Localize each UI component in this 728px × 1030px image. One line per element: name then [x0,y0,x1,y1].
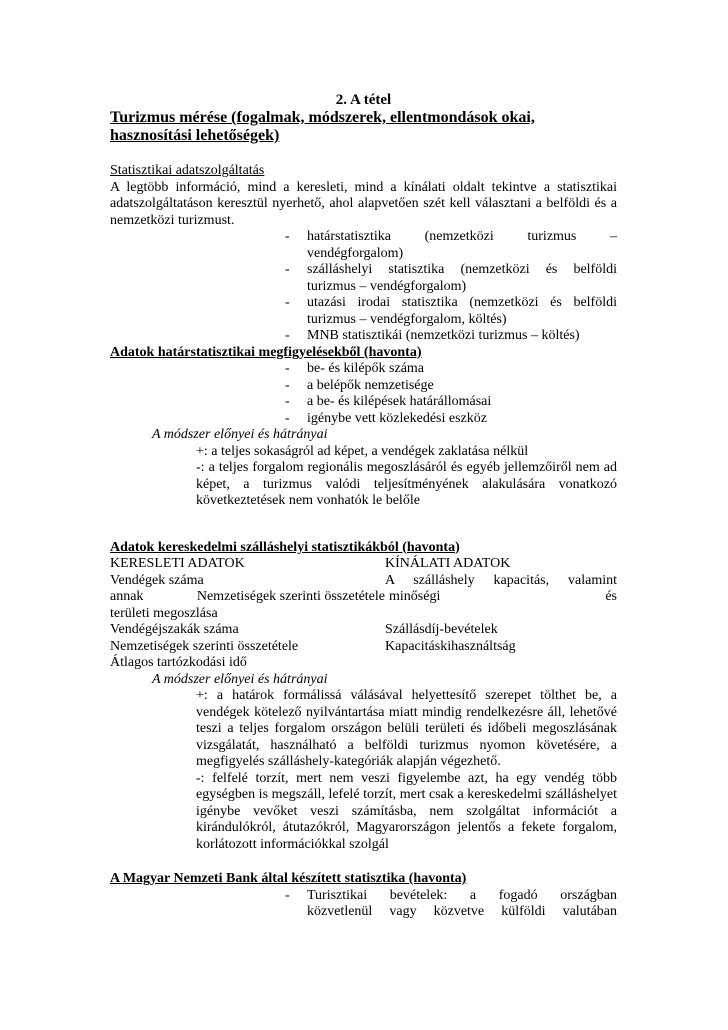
demand-item: Nemzetiségek szerinti összetétele [110,638,299,654]
disadvantage-text: -: a teljes forgalom regionális megoszlásáról és egyéb jellemzőiről nem ad képet, a turizmus valódi teljesítményének alakulására vonatkozó következtetések nem vonhatók le belőle [196,460,617,508]
border-data-list [110,361,617,427]
intro-paragraph: A legtöbb információ, mind a keresleti, mind a kínálati oldalt tekintve a statisztikai adatszolgáltatáson keresztül nyerhető, ahol alapvetően szét kell választani a belföldi és a nemzetközi turizmust. [110,179,617,228]
section-title-accommodation-statistics: Adatok kereskedelmi szálláshelyi statisztikákból (havonta) [110,539,460,555]
disadvantage-text: -: felfelé torzít, mert nem veszi figyelembe azt, ha egy vendég több egységben is megszáll, lefelé torzít, mert csak a kereskedelmi szálláshelyet igénybe vevőket veszi számításba, nem szolgáltat információt a kirándulókról, átutazókról, Magyarországon jelentős a fekete forgalom, korlátozott információkkal szolgál [196,770,617,852]
mnb-data-list [110,888,617,921]
supply-item: minőségi és [389,589,617,604]
demand-row-wrap [110,589,385,606]
list-item: - utazási irodai statisztika (nemzetközi és belföldi turizmus – vendégforgalom, költés) [285,295,617,327]
demand-item: annak [110,589,144,604]
demand-item: Nemzetiségek szerinti összetétele [196,589,385,604]
supply-item: A szálláshely kapacitás, valamint [385,572,617,588]
topic-number: 2. A tétel [335,92,392,108]
demand-item: Átlagos tartózkodási idő [110,655,247,670]
pros-cons-title: A módszer előnyei és hátrányai [152,671,328,687]
document-title-line-1: Turizmus mérése (fogalmak, módszerek, ellentmondások okai, [110,109,535,126]
advantage-text: +: a határok formálissá válásával helyettesítő szerepet tölthet be, a vendégek kötelező nyilvántartása miatt mindig rendelkezésre áll, lehetővé teszi a teljes forgalom országon belüli területi és időbeli megoszlásának vizsgálatát, használható a belföldi turizmus nyomon követésére, a megfigyelés szálláshely-kategóriák alapján végezhető. [196,688,617,769]
section-subtitle-statistics: Statisztikai adatszolgáltatás [110,163,265,178]
list-item: - be- és kilépők száma [285,361,425,376]
demand-supply-table [110,556,617,672]
list-item: - a belépők nemzetisége [285,377,434,393]
statistics-types-list [110,229,617,345]
pros-cons-title: A módszer előnyei és hátrányai [152,427,328,442]
supply-item: Szállásdíj-bevételek [385,622,498,637]
document-page [110,92,617,921]
supply-item-wrap [385,589,617,606]
demand-item: Vendégéjszakák száma [110,622,239,637]
advantage-text: +: a teljes sokaságról ad képet, a vendégek zaklatása nélkül [196,443,529,459]
list-item: - MNB statisztikái (nemzetközi turizmus – költés) [285,328,580,343]
supply-item-continuation: területi megoszlása [110,605,218,621]
list-item: - Turisztikai bevételek: a fogadó országban közvetlenül vagy közvetve külföldi valutában [285,887,617,919]
demand-header: KERESLETI ADATOK [110,556,245,571]
supply-header: KÍNÁLATI ADATOK [385,556,511,571]
list-item: - szálláshelyi statisztika (nemzetközi és belföldi turizmus – vendégforgalom) [285,262,617,294]
supply-item: Kapacitáskihasználtság [385,638,516,654]
section-title-mnb-statistics: A Magyar Nemzeti Bank által készített statisztika (havonta) [110,871,467,886]
list-item: - a be- és kilépések határállomásai [285,394,492,409]
list-item: - igénybe vett közlekedési eszköz [285,410,487,426]
document-title-line-2: hasznosítási lehetőségek) [110,127,280,144]
list-item: - határstatisztika (nemzetközi turizmus – vendégforgalom) [285,229,617,261]
demand-item: Vendégek száma [110,572,204,588]
section-title-border-statistics: Adatok határstatisztikai megfigyelésekből (havonta) [110,344,422,360]
